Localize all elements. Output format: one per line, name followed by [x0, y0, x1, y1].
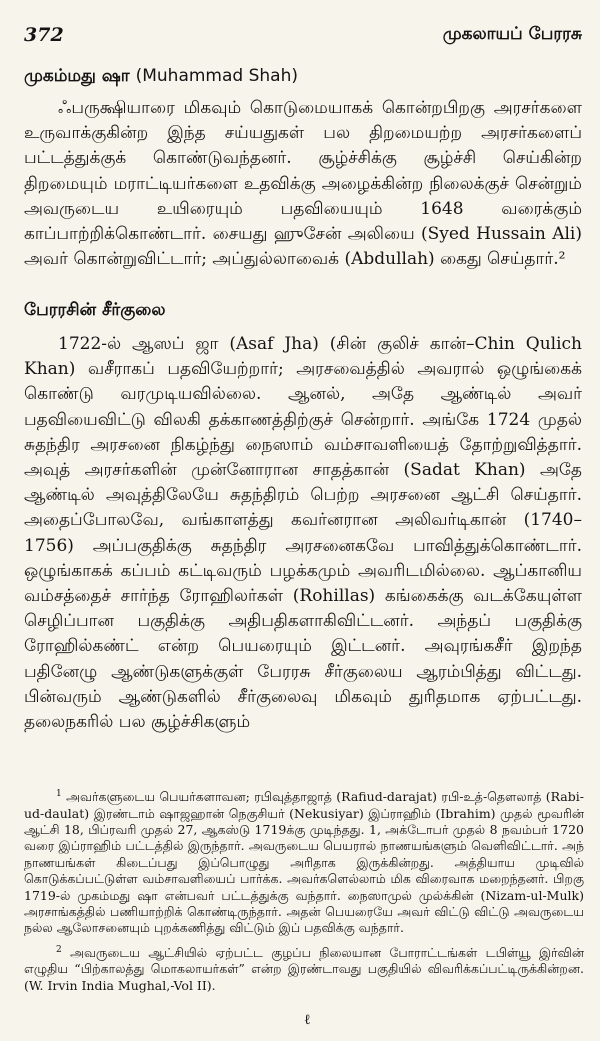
footnote-text: அவர்களுடைய பெயர்களாவன; ரபிவுத்தாஜாத் (Rafiud-darajat) ரபி-உத்-தௌலாத் (Rabi-ud-daulat) இரண்டாம் ஷாஜஹான் நெகுசியர் (Nekusiyar) இப்ராஹிம் (Ibrahim) முதல் மூவரின் ஆட்சி 18, பிப்ரவரி முதல் 27, ஆகஸ்டு 1719க்கு முடிந்தது. 1, அக்டோபர் முதல் 8 நவம்பர் 1720 வரை இப்ராஹிம் பட்டத்தில் இருந்தார். அவருடைய பெயரால் நாணயங்களும் வெளிவிட்டார். அந் நாணயங்கள் கிடைப்பது இப்பொழுது அரிதாக இருக்கின்றது. அத்தியாய முடிவில் கொடுக்கப்பட்டுள்ள வம்சாவளியைப் பார்க்க. அவர்களெல்லாம் மிக விரைவாக மறைந்தனர். பிறகு 1719-ல் முகம்மது ஷா என்பவர் பட்டத்துக்கு வந்தார். நைஸாமுல் முல்க்கின் (Nizam-ul-Mulk) அரசாங்கத்தில் பணியாற்றிக் கொண்டிருந்தார். அதன் பெயரையே அவர் விட்டு விட்டு அவருடைய நல்ல ஆலோசனையும் புறக்கணித்து விட்டும் இப் பதவிக்கு வந்தார்.: [24, 789, 584, 936]
page-header: [24, 24, 582, 52]
section2-body: [24, 332, 582, 766]
section-heading-muhammad-shah: [24, 66, 298, 88]
paragraph: ஃபருக்ஷியாரை மிகவும் கொடுமையாகக் கொன்றபிறகு அரசர்களை உருவாக்குகின்ற இந்த சய்யதுகள் பல திறமையற்ற அரசர்களைப் பட்டத்துக்குக் கொண்டுவந்தனர். சூழ்ச்சிக்கு சூழ்ச்சி செய்கின்ற திறமையும் மராட்டியர்களை உதவிக்கு அழைக்கின்ற நிலைக்குச் சென்றும் அவருடைய உயிரையும் பதவியையும் 1648 வரைக்கும் காப்பாற்றிக்கொண்டார். சையது ஹுசேன் அலியை (Syed Hussain Ali) அவர் கொன்றுவிட்டார்; அப்துல்லாவைக் (Abdullah) கைது செய்தார்.²: [24, 98, 582, 270]
pen-mark: ℓ: [304, 1012, 311, 1028]
footnote-2: [24, 942, 584, 994]
section-heading-decline: பேரரசின் சீர்குலை: [24, 300, 166, 320]
running-head: முகலாயப் பேரரசு: [442, 24, 582, 44]
footnote-text: அவருடைய ஆட்சியில் ஏற்பட்ட குழப்ப நிலையான போராட்டங்கள் டபிள்யூ இர்வின் எழுதிய “பிற்காலத்து மொகலாயர்கள்” என்ற இரண்டாவது பகுதியில் விவரிக்கப்பட்டிருக்கின்றன. (W. Irvin India Mughal,-Vol II).: [24, 944, 584, 993]
footnote-marker: 1: [56, 789, 62, 799]
heading-tamil: முகம்மது ஷா: [24, 66, 130, 86]
footnote-marker: 2: [56, 944, 62, 955]
section1-body: [24, 96, 582, 276]
heading-latin: (Muhammad Shah): [135, 66, 298, 86]
paragraph: 1722-ல் ஆஸப் ஜா (Asaf Jha) (சின் குலிச் கான்–Chin Qulich Khan) வசீராகப் பதவியேற்றார்; அரசவைத்தில் அவரால் ஒழுங்கைக் கொண்டு வரமுடியவில்லை. ஆனல், அதே ஆண்டில் அவர் பதவியைவிட்டு விலகி தக்காணத்திற்குச் சென்றார். அங்கே 1724 முதல் சுதந்திர அரசனை நிகழ்ந்து நைஸாம் வம்சாவளியைத் தோற்றுவித்தார். அவுத் அரசர்களின் முன்னோரான சாதத்கான் (Sadat Khan) அதே ஆண்டில் அவுத்திலேயே சுதந்திரம் பெற்ற அரசனை ஆட்சி செய்தார். அதைப்போலவே, வங்காளத்து கவர்னரான அலிவர்டிகான் (1740–1756) அப்பகுதிக்கு சுதந்திர அரசனைகவே பாவித்துக்கொண்டார். ஒழுங்காகக் கப்பம் கட்டிவரும் பழக்கமும் அவரிடமில்லை. ஆப்கானிய வம்சத்தைச் சார்ந்த ரோஹிலர்கள் (Rohillas) கங்கைக்கு வடக்கேயுள்ள செழிப்பான பகுதிக்கு அதிபதிகளாகிவிட்டனர். அந்தப் பகுதிக்கு ரோஹில்கண்ட் என்ற பெயரையும் இட்டனர். அவுரங்கசீர் இறந்த பதினேழு ஆண்டுகளுக்குள் பேரரசு சீர்குலைய ஆரம்பித்து விட்டது. பின்வரும் ஆண்டுகளில் சீர்குலைவு மிகவும் துரிதமாக ஏற்பட்டது. தலைநகரில் பல சூழ்ச்சிகளும்: [24, 334, 582, 733]
footnote-1: [24, 786, 584, 937]
page-number: 372: [24, 24, 64, 46]
footnotes: [24, 786, 584, 999]
